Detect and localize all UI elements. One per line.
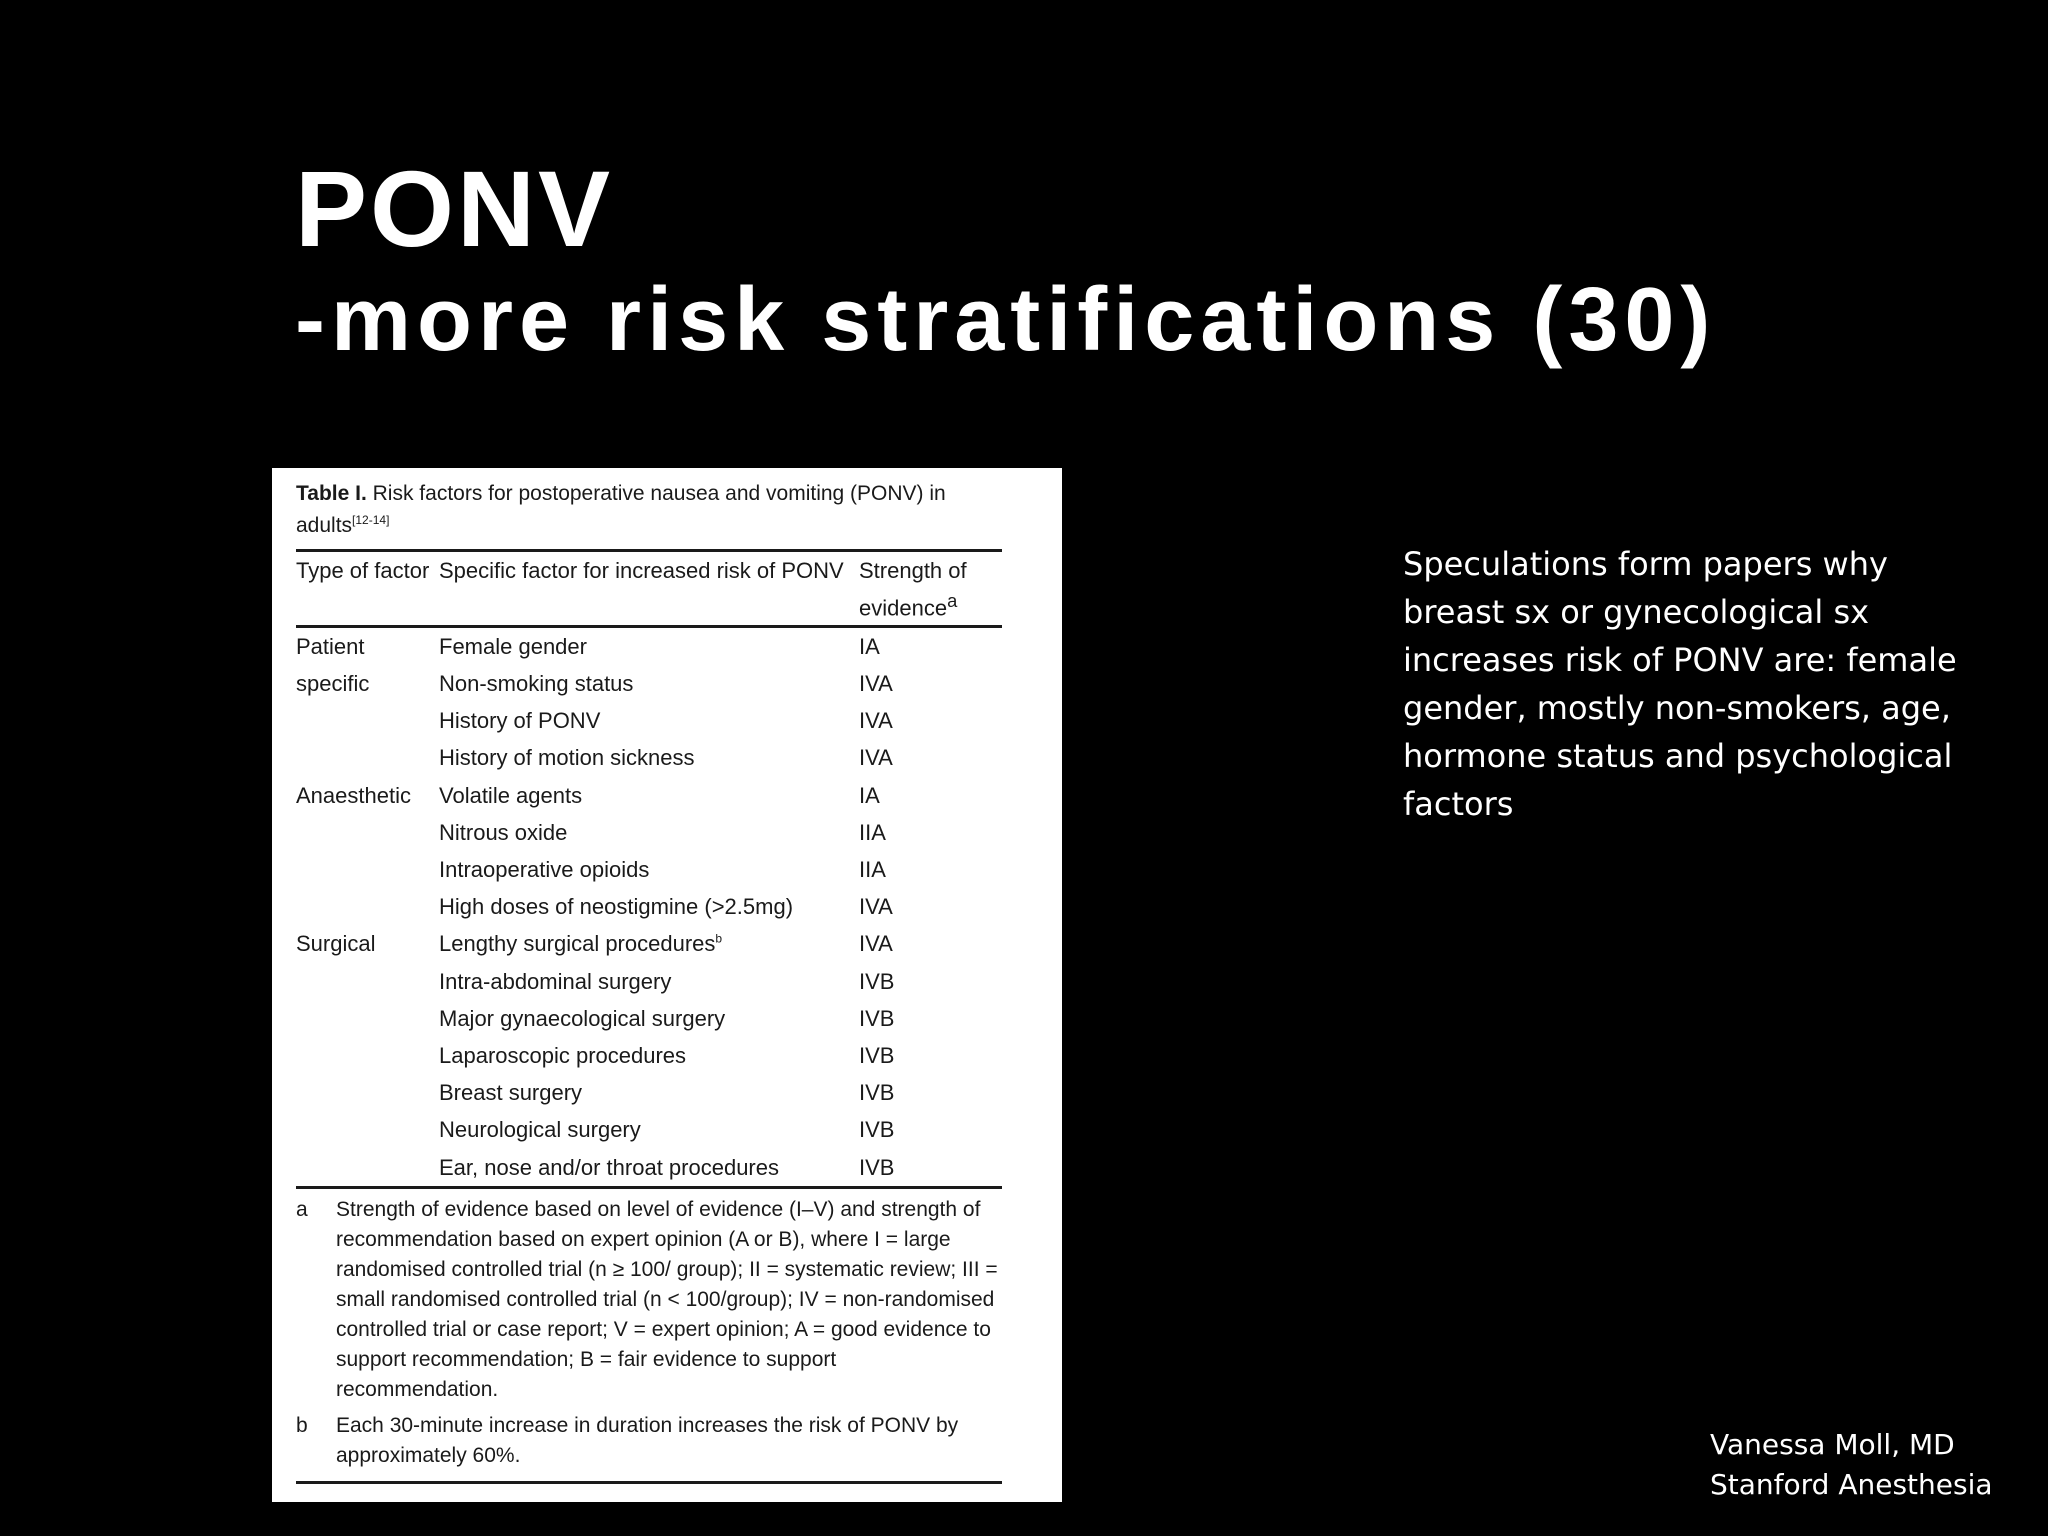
evidence-cell (859, 1037, 1002, 1074)
evidence-cell (859, 963, 1002, 1000)
type-cell (296, 926, 439, 963)
evidence-cell-text: IVB (859, 968, 895, 994)
evidence-cell-text: IVA (859, 671, 893, 697)
type-cell (296, 666, 439, 703)
table-footnotes (296, 1195, 1002, 1484)
header-evidence-label: Strength of evidence (859, 558, 967, 621)
factor-cell (439, 1112, 859, 1149)
risk-factors-table-figure (272, 468, 1062, 1502)
factor-cell-text: Intra-abdominal surgery (439, 968, 672, 994)
speculation-text: Speculations form papers why breast sx or gynecological sx increases risk of PONV are: female gender, mostly non-smokers, age, hormone status and psychological factors (1403, 545, 1957, 823)
factor-cell (439, 703, 859, 740)
type-cell (296, 1037, 439, 1074)
author-affiliation: Stanford Anesthesia (1710, 1468, 1993, 1501)
header-factor: Specific factor for increased risk of PONV (439, 551, 859, 627)
factor-cell-text: Laparoscopic procedures (439, 1042, 687, 1068)
evidence-cell-text: IA (859, 782, 880, 808)
factor-cell-text: Major gynaecological surgery (439, 1005, 726, 1031)
table-row (296, 666, 1002, 703)
evidence-cell (859, 1075, 1002, 1112)
table-row (296, 814, 1002, 851)
evidence-cell (859, 1000, 1002, 1037)
factor-cell-text: Neurological surgery (439, 1117, 641, 1143)
author-name: Vanessa Moll, MD (1710, 1428, 1955, 1461)
type-cell (296, 814, 439, 851)
factor-cell (439, 851, 859, 888)
type-cell (296, 777, 439, 814)
evidence-cell-text: IIA (859, 857, 886, 883)
table-row (296, 777, 1002, 814)
evidence-cell-text: IVB (859, 1042, 895, 1068)
table-caption (296, 480, 1002, 539)
type-cell-text: Anaesthetic (296, 782, 411, 808)
table-row (296, 1075, 1002, 1112)
title-subtitle: -more risk stratifications (30) (295, 270, 1717, 370)
table-row (296, 703, 1002, 740)
factor-cell (439, 666, 859, 703)
type-cell (296, 851, 439, 888)
factor-cell (439, 627, 859, 666)
evidence-cell (859, 814, 1002, 851)
factor-cell (439, 889, 859, 926)
factor-cell-text: History of motion sickness (439, 745, 695, 771)
factor-cell (439, 1149, 859, 1188)
factor-cell (439, 1037, 859, 1074)
evidence-cell (859, 1149, 1002, 1188)
footnote-mark: b (296, 1414, 308, 1438)
factor-cell-text: Non-smoking status (439, 671, 634, 697)
evidence-cell-text: IVA (859, 894, 893, 920)
factor-cell-text: Breast surgery (439, 1080, 583, 1106)
header-type: Type of factor (296, 551, 439, 627)
header-evidence-note: a (947, 590, 958, 611)
table-row (296, 926, 1002, 963)
factor-cell-text: Lengthy surgical procedures (439, 931, 716, 957)
type-cell-text: Surgical (296, 931, 376, 957)
evidence-cell (859, 851, 1002, 888)
evidence-cell (859, 926, 1002, 963)
table-caption-text: Risk factors for postoperative nausea and vomiting (PONV) in adults (296, 482, 946, 537)
factor-cell (439, 963, 859, 1000)
author-credit (1710, 1425, 1993, 1505)
evidence-cell (859, 666, 1002, 703)
factor-cell (439, 1075, 859, 1112)
evidence-cell (859, 703, 1002, 740)
table-row (296, 1000, 1002, 1037)
type-cell (296, 1149, 439, 1188)
risk-factors-table (296, 549, 1002, 1189)
evidence-cell-text: IVA (859, 745, 893, 771)
factor-note-mark: b (715, 932, 723, 947)
type-cell (296, 1075, 439, 1112)
type-cell (296, 740, 439, 777)
type-cell-text: Patient (296, 633, 365, 659)
footnote-text: Each 30-minute increase in duration increases the risk of PONV by approximately 60%. (336, 1414, 959, 1468)
type-cell-text: specific (296, 671, 370, 697)
evidence-cell-text: IVB (859, 1005, 895, 1031)
factor-cell-text: Volatile agents (439, 782, 583, 808)
evidence-cell-text: IVB (859, 1080, 895, 1106)
factor-cell-text: High doses of neostigmine (>2.5mg) (439, 894, 794, 920)
table-caption-ref: [12-14] (352, 513, 390, 527)
factor-cell (439, 777, 859, 814)
header-evidence (859, 551, 1002, 627)
footnote-text: Strength of evidence based on level of evidence (I–V) and strength of recommendation based on expert opinion (A or B), where I = large randomised controlled trial (n ≥ 100/ group); II = systematic review; III = small randomised controlled trial (n < 100/group); IV = non-randomised controlled trial or case report; V = expert opinion; A = good evidence to support recommendation; B = fair evidence to support recommendation. (336, 1198, 998, 1402)
factor-cell-text: Ear, nose and/or throat procedures (439, 1154, 779, 1180)
table-row (296, 963, 1002, 1000)
evidence-cell-text: IIA (859, 819, 886, 845)
type-cell (296, 703, 439, 740)
type-cell (296, 963, 439, 1000)
factor-cell (439, 740, 859, 777)
factor-cell-text: Nitrous oxide (439, 819, 568, 845)
title-main: PONV (295, 148, 614, 269)
factor-cell-text: Intraoperative opioids (439, 857, 650, 883)
table-caption-label: Table I. (296, 482, 367, 505)
table-row (296, 740, 1002, 777)
factor-cell (439, 1000, 859, 1037)
factor-cell-text: Female gender (439, 633, 587, 659)
type-cell (296, 627, 439, 666)
table-row (296, 1037, 1002, 1074)
evidence-cell-text: IVA (859, 931, 893, 957)
footnote-mark: a (296, 1198, 308, 1222)
type-cell (296, 1112, 439, 1149)
table-body (296, 627, 1002, 1188)
table-row (296, 627, 1002, 666)
evidence-cell (859, 889, 1002, 926)
footnote (296, 1411, 1002, 1471)
evidence-cell (859, 740, 1002, 777)
type-cell (296, 889, 439, 926)
table-row (296, 851, 1002, 888)
table-header-row (296, 551, 1002, 627)
type-cell (296, 1000, 439, 1037)
evidence-cell-text: IVB (859, 1117, 895, 1143)
evidence-cell (859, 777, 1002, 814)
table-row (296, 1112, 1002, 1149)
evidence-cell-text: IVA (859, 708, 893, 734)
evidence-cell (859, 1112, 1002, 1149)
footnote (296, 1195, 1002, 1405)
evidence-cell-text: IA (859, 633, 880, 659)
factor-cell-text: History of PONV (439, 708, 601, 734)
factor-cell (439, 814, 859, 851)
factor-cell (439, 926, 859, 963)
table-row (296, 889, 1002, 926)
slide-title (295, 150, 1716, 372)
evidence-cell-text: IVB (859, 1154, 895, 1180)
table-row (296, 1149, 1002, 1188)
evidence-cell (859, 627, 1002, 666)
